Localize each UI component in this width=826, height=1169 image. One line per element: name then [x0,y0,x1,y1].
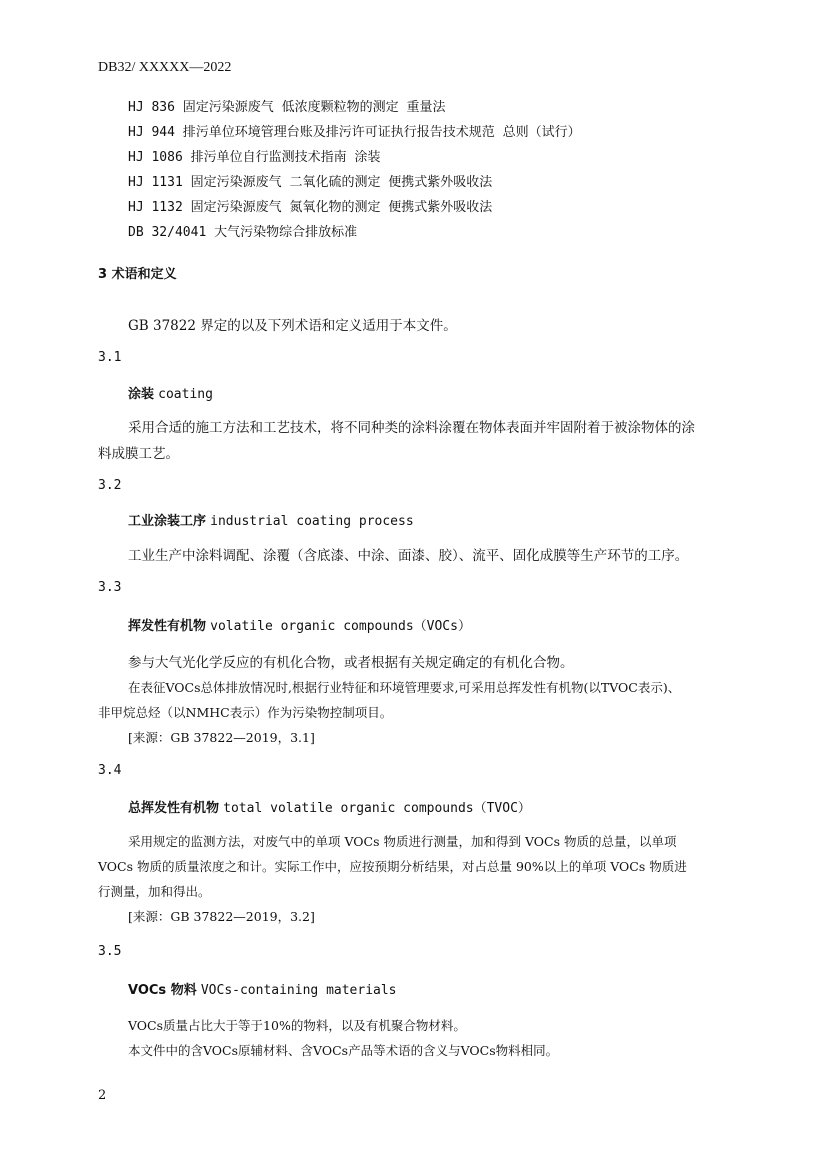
term-heading [128,510,414,529]
term-number: 3.4 [98,763,122,778]
document-number: DB32/ XXXXX—2022 [98,60,232,75]
reference-item: HJ 1086 排污单位自行监测技术指南 涂装 [128,150,381,165]
section-intro: GB 37822 界定的以及下列术语和定义适用于本文件。 [128,318,457,334]
term-definition: 行测量，加和得出。 [98,884,211,899]
term-cn: 挥发性有机物 [128,619,207,634]
term-number: 3.2 [98,478,122,493]
reference-item: DB 32/4041 大气污染物综合排放标准 [128,225,358,240]
reference-item: HJ 944 排污单位环境管理台账及排污许可证执行报告技术规范 总则（试行） [128,125,581,140]
section-title: 3 术语和定义 [98,267,177,282]
term-source: [来源：GB 37822—2019，3.1] [128,730,315,745]
term-en: coating [158,387,213,402]
term-source: [来源：GB 37822—2019，3.2] [128,909,315,924]
term-definition: 料成膜工艺。 [98,446,179,462]
term-heading [128,383,213,402]
term-heading [128,615,471,634]
term-cn: 涂装 [128,387,155,402]
term-cn: 总挥发性有机物 [128,801,220,816]
term-en: total volatile organic compounds（TVOC） [223,801,531,816]
term-en: VOCs-containing materials [200,983,397,998]
reference-item: HJ 1132 固定污染源废气 氮氧化物的测定 便携式紫外吸收法 [128,200,493,215]
term-heading [128,979,397,998]
term-definition: 工业生产中涂料调配、涂覆（含底漆、中涂、面漆、胶）、流平、固化成膜等生产环节的工序。 [128,548,689,564]
term-definition: 本文件中的含VOCs原辅材料、含VOCs产品等术语的含义与VOCs物料相同。 [128,1043,559,1058]
term-heading [128,797,531,816]
reference-item: HJ 836 固定污染源废气 低浓度颗粒物的测定 重量法 [128,100,446,115]
term-en: volatile organic compounds（VOCs） [210,619,471,634]
term-cn: 工业涂装工序 [128,514,207,529]
term-definition: VOCs质量占比大于等于10%的物料，以及有机聚合物材料。 [128,1018,466,1033]
term-definition: 采用合适的施工方法和工艺技术，将不同种类的涂料涂覆在物体表面并牢固附着于被涂物体的涂 [128,420,695,436]
term-definition: 参与大气光化学反应的有机化合物，或者根据有关规定确定的有机化合物。 [128,655,574,671]
page-number: 2 [98,1088,107,1103]
term-definition: 采用规定的监测方法，对废气中的单项 VOCs 物质进行测量，加和得到 VOCs 物质的总量，以单项 [128,834,677,849]
term-note: 在表征VOCs总体排放情况时,根据行业特征和环境管理要求,可采用总挥发性有机物(以TVOC表示)、 [128,680,681,695]
term-note: 非甲烷总烃（以NMHC表示）作为污染物控制项目。 [98,705,393,720]
term-en: industrial coating process [210,514,414,529]
term-number: 3.1 [98,350,122,365]
term-definition: VOCs 物质的质量浓度之和计。实际工作中，应按预期分析结果，对占总量 90%以上的单项 VOCs 物质进 [98,859,687,874]
term-number: 3.5 [98,944,122,959]
reference-item: HJ 1131 固定污染源废气 二氧化硫的测定 便携式紫外吸收法 [128,175,493,190]
term-number: 3.3 [98,580,122,595]
term-cn: VOCs 物料 [128,983,197,998]
